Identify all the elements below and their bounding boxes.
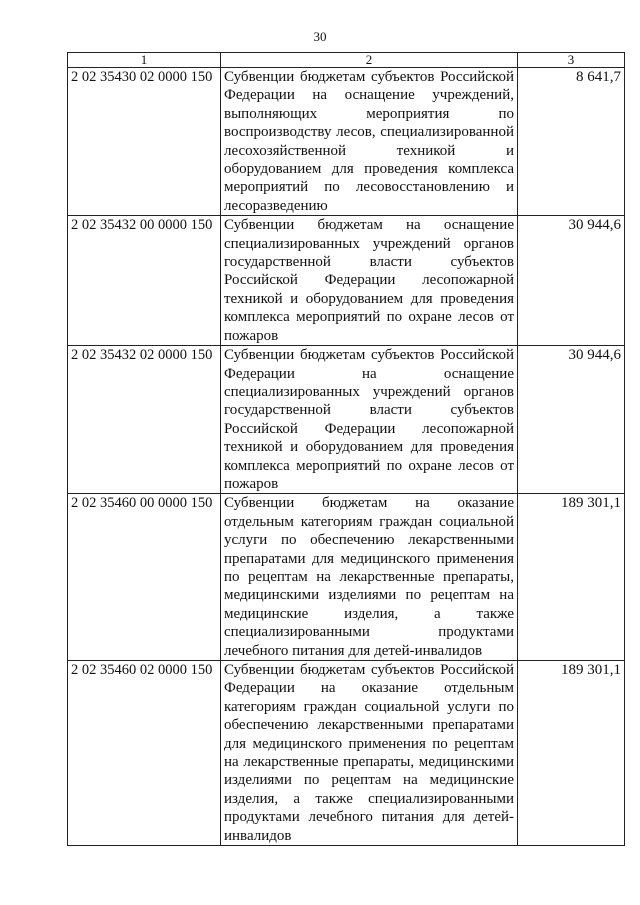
budget-code: 2 02 35432 02 0000 150 — [68, 346, 221, 494]
budget-description: Субвенции бюджетам субъектов Российской Федерации на оснащение учреждений, выполняющих мероприятия по воспроизводству лесов, специализированной лесохозяйственной техникой и оборудованием для проведения комплекса мероприятий по лесовосстановлению и лесоразведению — [221, 68, 518, 216]
budget-amount: 189 301,1 — [518, 494, 625, 661]
budget-code: 2 02 35430 02 0000 150 — [68, 68, 221, 216]
column-header-code: 1 — [68, 53, 221, 68]
table-row — [68, 216, 625, 346]
budget-table — [67, 52, 625, 846]
budget-description: Субвенции бюджетам на оказание отдельным категориям граждан социальной услуги по обеспечению лекарственными препаратами для медицинского применения по рецептам на лекарственные препараты, медицинскими изделиями по рецептам на медицинские изделия, а также специализированными продуктами лечебного питания для детей-инвалидов — [221, 494, 518, 661]
column-header-description: 2 — [221, 53, 518, 68]
budget-amount: 30 944,6 — [518, 216, 625, 346]
table-row — [68, 68, 625, 216]
table-row — [68, 346, 625, 494]
table-header-row — [68, 53, 625, 68]
budget-amount: 189 301,1 — [518, 661, 625, 846]
budget-amount: 30 944,6 — [518, 346, 625, 494]
table-row — [68, 661, 625, 846]
budget-amount: 8 641,7 — [518, 68, 625, 216]
budget-description: Субвенции бюджетам субъектов Российской Федерации на оказание отдельным категориям граждан социальной услуги по обеспечению лекарственными препаратами для медицинского применения по рецептам на лекарственные препараты, медицинскими изделиями по рецептам на медицинские изделия, а также специализированными продуктами лечебного питания для детей-инвалидов — [221, 661, 518, 846]
budget-description: Субвенции бюджетам субъектов Российской Федерации на оснащение специализированных учреждений органов государственной власти субъектов Российской Федерации лесопожарной техникой и оборудованием для проведения комплекса мероприятий по охране лесов от пожаров — [221, 346, 518, 494]
budget-description: Субвенции бюджетам на оснащение специализированных учреждений органов государственной власти субъектов Российской Федерации лесопожарной техникой и оборудованием для проведения комплекса мероприятий по охране лесов от пожаров — [221, 216, 518, 346]
budget-code: 2 02 35460 02 0000 150 — [68, 661, 221, 846]
budget-code: 2 02 35460 00 0000 150 — [68, 494, 221, 661]
budget-code: 2 02 35432 00 0000 150 — [68, 216, 221, 346]
page-number: 30 — [313, 29, 327, 44]
column-header-amount: 3 — [518, 53, 625, 68]
table-row — [68, 494, 625, 661]
